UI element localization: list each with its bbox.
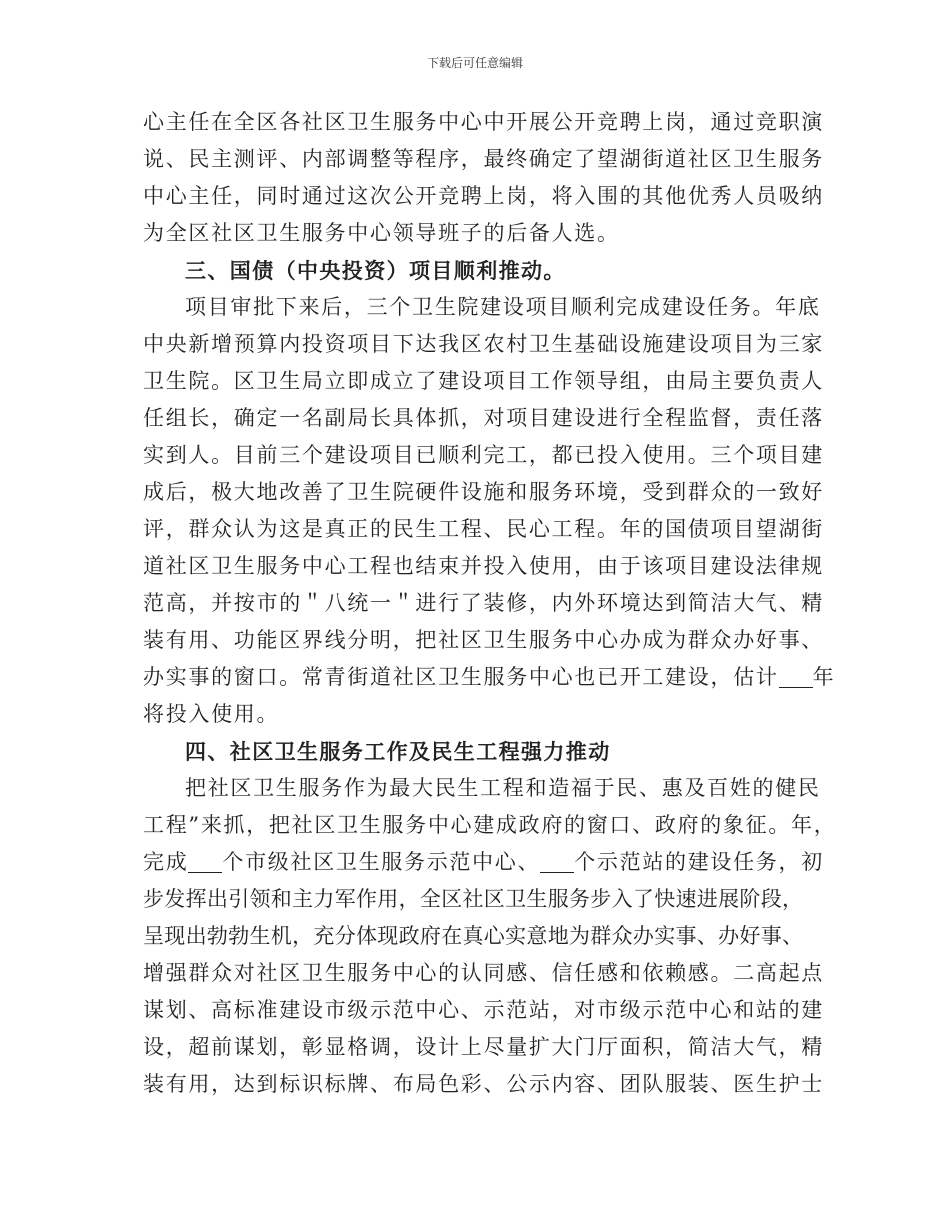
text-segment: 完成	[143, 850, 189, 874]
text-line: 中心主任，同时通过这次公开竞聘上岗，将入围的其他优秀人员吸纳	[143, 184, 824, 208]
text-line	[143, 844, 823, 881]
fill-in-blank	[779, 665, 813, 688]
text-line: 实到人。目前三个建设项目已顺利完工，都已投入使用。三个项目建	[143, 443, 824, 467]
text-line	[143, 659, 836, 696]
text-segment: 个市级社区卫生服务示范中心、	[222, 850, 541, 874]
text-line: 装有用、功能区界线分明，把社区卫生服务中心办成为群众办好事、	[143, 628, 824, 652]
fill-in-blank	[540, 850, 574, 873]
text-segment: 个示范站的建设任务，初	[574, 850, 824, 874]
text-line: 任组长，确定一名副局长具体抓，对项目建设进行全程监督，责任落	[143, 406, 824, 430]
page-header: 下载后可任意编辑	[426, 56, 523, 70]
text-line: 道社区卫生服务中心工程也结束并投入使用，由于该项目建设法律规	[143, 554, 824, 578]
text-line: 呈现出勃勃生机，充分体现政府在真心实意地为群众办实事、办好事、	[143, 924, 804, 948]
document-body	[143, 104, 837, 1103]
text-line: 评，群众认为这是真正的民生工程、民心工程。年的国债项目望湖街	[143, 517, 824, 541]
text-segment: 办实事的窗口。常青街道社区卫生服务中心也已开工建设，估计	[143, 665, 779, 689]
text-line: 成后，极大地改善了卫生院硬件设施和服务环境，受到群众的一致好	[143, 480, 824, 504]
text-line: 谋划、高标准建设市级示范中心、示范站，对市级示范中心和站的建	[143, 998, 824, 1022]
text-line: 把社区卫生服务作为最大民生工程和造福于民、惠及百姓的健民	[185, 776, 821, 800]
text-line: 说、民主测评、内部调整等程序，最终确定了望湖街道社区卫生服务	[143, 147, 824, 171]
section-heading-4: 四、社区卫生服务工作及民生工程强力推动	[185, 739, 611, 764]
text-line: 心主任在全区各社区卫生服务中心中开展公开竞聘上岗，通过竞职演	[143, 110, 824, 134]
text-line: 项目审批下来后，三个卫生院建设项目顺利完成建设任务。年底	[185, 295, 821, 319]
text-line: 工程”来抓，把社区卫生服务中心建成政府的窗口、政府的象征。年，	[143, 813, 837, 837]
text-line: 为全区社区卫生服务中心领导班子的后备人选。	[143, 221, 620, 245]
text-line: 步发挥出引领和主力军作用，全区社区卫生服务步入了快速进展阶段，	[143, 887, 804, 911]
text-line: 范高，并按市的＂八统一＂进行了装修，内外环境达到简洁大气、精	[143, 591, 824, 615]
text-line: 增强群众对社区卫生服务中心的认同感、信任感和依赖感。二高起点	[143, 961, 824, 985]
text-line: 设，超前谋划，彰显格调，设计上尽量扩大门厅面积，简洁大气，精	[143, 1035, 824, 1059]
text-line: 装有用，达到标识标牌、布局色彩、公示内容、团队服装、医生护士	[143, 1072, 824, 1096]
fill-in-blank	[188, 850, 222, 873]
text-line: 将投入使用。	[143, 702, 280, 726]
text-line: 中央新增预算内投资项目下达我区农村卫生基础设施建设项目为三家	[143, 332, 824, 356]
section-heading-3: 三、国债（中央投资）项目顺利推动。	[185, 258, 566, 283]
text-line: 卫生院。区卫生局立即成立了建设项目工作领导组，由局主要负责人	[143, 369, 824, 393]
text-segment: 年	[812, 665, 836, 689]
